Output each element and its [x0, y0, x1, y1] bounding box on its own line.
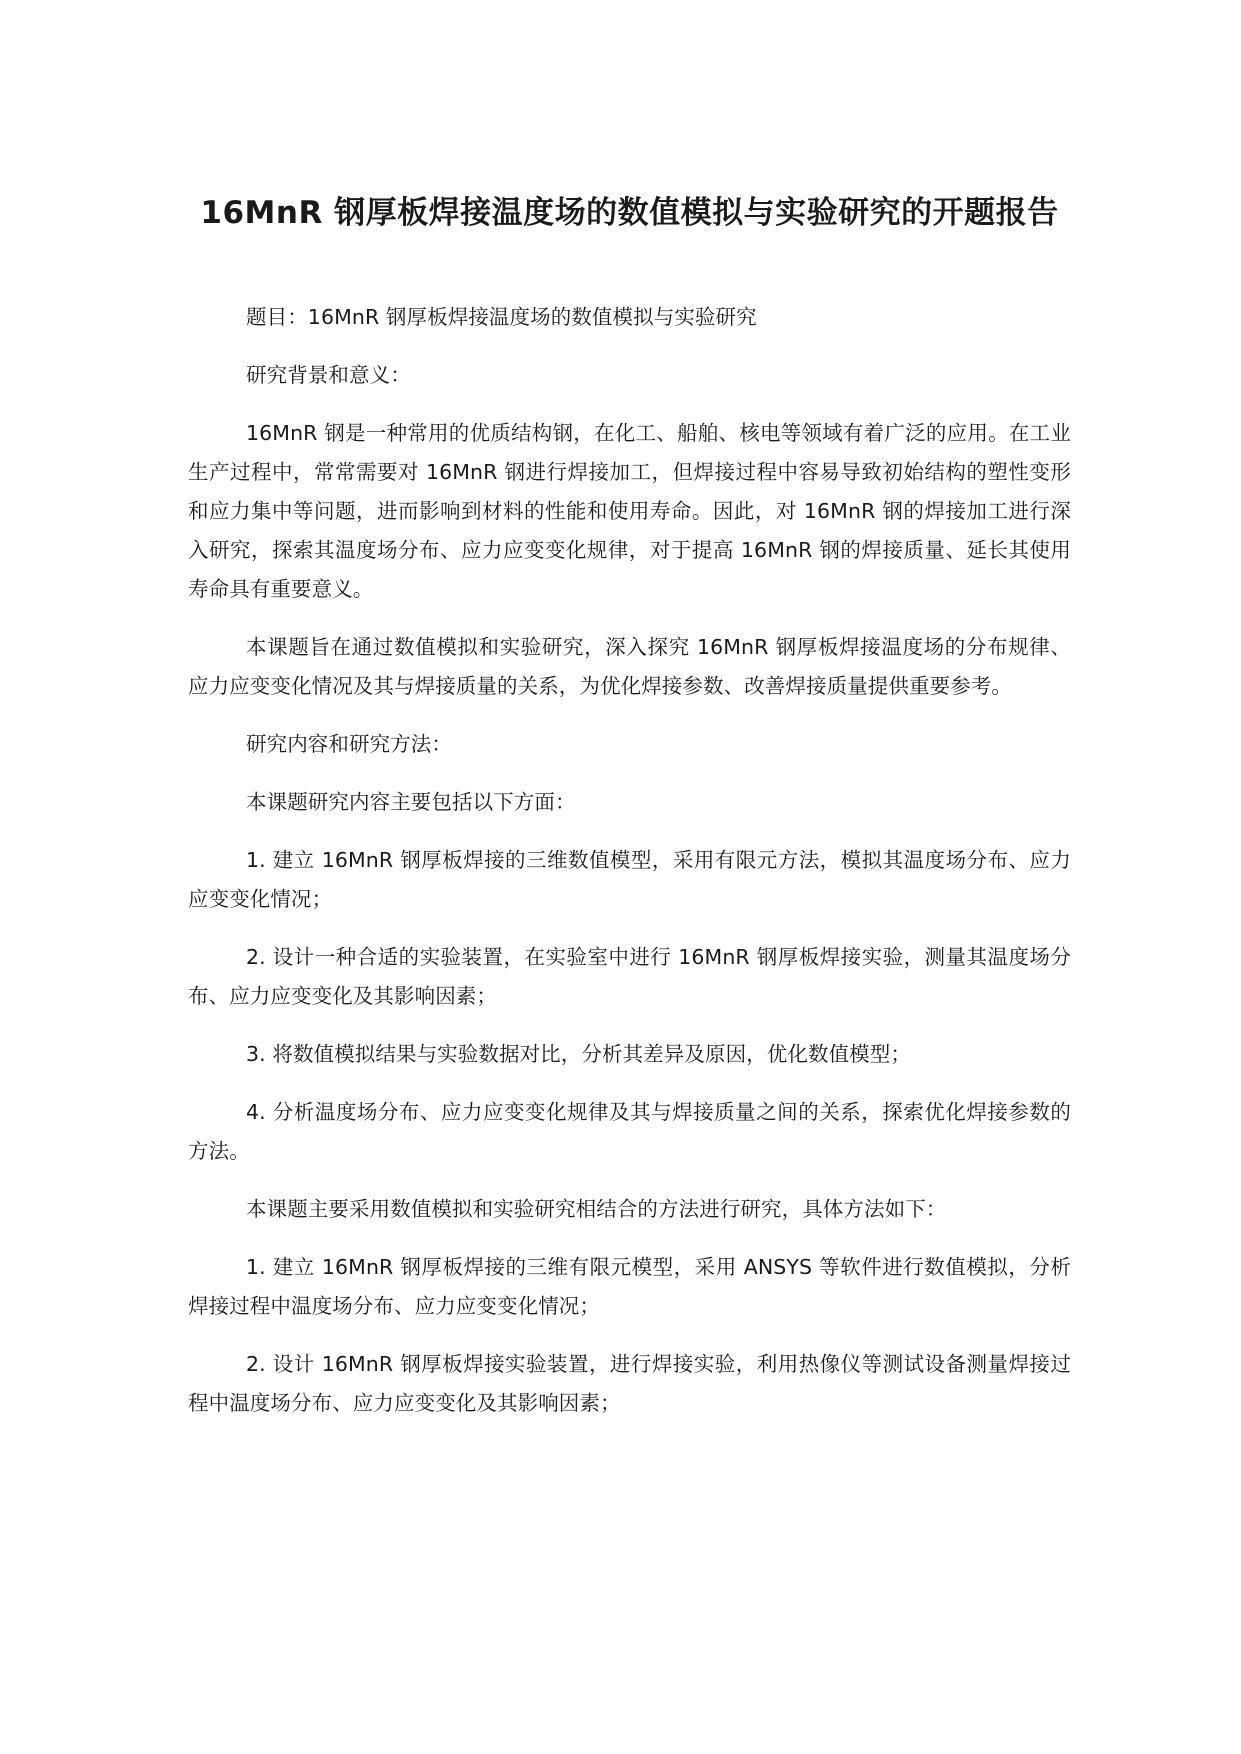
section-heading-content-methods: 研究内容和研究方法： [246, 732, 452, 756]
content-intro: 本课题研究内容主要包括以下方面： [246, 790, 576, 814]
methods-intro: 本课题主要采用数值模拟和实验研究相结合的方法进行研究，具体方法如下： [246, 1197, 947, 1221]
topic-line: 题目：16MnR 钢厚板焊接温度场的数值模拟与实验研究 [246, 305, 757, 329]
document-title: 16MnR 钢厚板焊接温度场的数值模拟与实验研究的开题报告 [200, 195, 1059, 231]
method-item-2: 2. 设计 16MnR 钢厚板焊接实验装置，进行焊接实验，利用热像仪等测试设备测量焊接过程中温度场分布、应力应变变化及其影响因素； [188, 1352, 1071, 1415]
section-heading-background: 研究背景和意义： [246, 363, 411, 387]
method-item-1: 1. 建立 16MnR 钢厚板焊接的三维有限元模型，采用 ANSYS 等软件进行数值模拟，分析焊接过程中温度场分布、应力应变变化情况； [188, 1255, 1071, 1318]
content-item-3: 3. 将数值模拟结果与实验数据对比，分析其差异及原因，优化数值模型； [246, 1042, 911, 1066]
purpose-paragraph: 本课题旨在通过数值模拟和实验研究，深入探究 16MnR 钢厚板焊接温度场的分布规律、应力应变变化情况及其与焊接质量的关系，为优化焊接参数、改善焊接质量提供重要参考。 [188, 635, 1071, 698]
title-spacer [188, 252, 1071, 298]
content-item-1: 1. 建立 16MnR 钢厚板焊接的三维数值模型，采用有限元方法，模拟其温度场分布、应力应变变化情况； [188, 848, 1071, 911]
content-item-2: 2. 设计一种合适的实验装置，在实验室中进行 16MnR 钢厚板焊接实验，测量其温度场分布、应力应变变化及其影响因素； [188, 945, 1071, 1008]
content-item-4: 4. 分析温度场分布、应力应变变化规律及其与焊接质量之间的关系，探索优化焊接参数的方法。 [188, 1100, 1071, 1163]
background-paragraph: 16MnR 钢是一种常用的优质结构钢，在化工、船舶、核电等领域有着广泛的应用。在工业生产过程中，常常需要对 16MnR 钢进行焊接加工，但焊接过程中容易导致初始结构的塑性变形和应力集中等问题，进而影响到材料的性能和使用寿命。因此，对 16MnR 钢的焊接加工进行深入研究，探索其温度场分布、应力应变变化规律，对于提高 16MnR 钢的焊接质量、延长其使用寿命具有重要意义。 [188, 421, 1071, 601]
